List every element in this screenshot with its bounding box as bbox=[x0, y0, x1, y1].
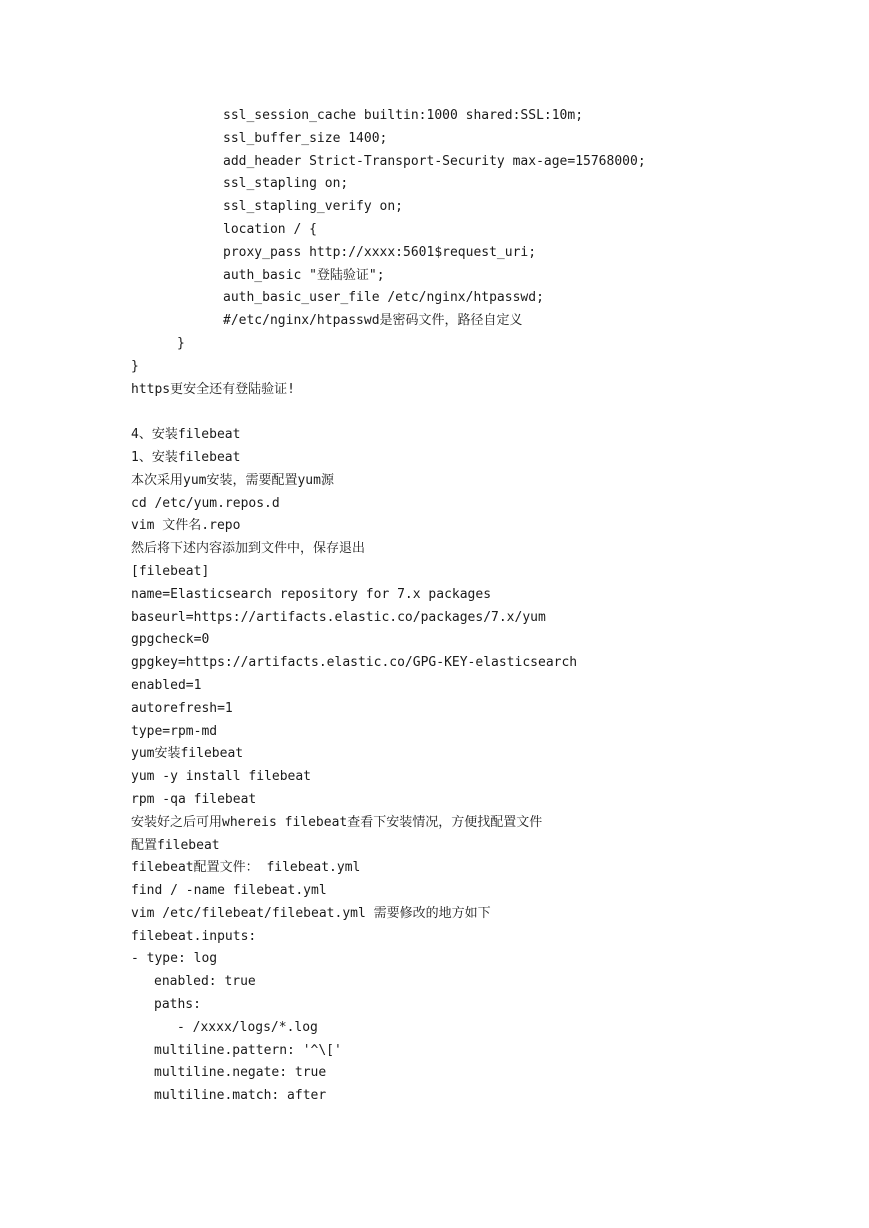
section-heading: 4、安装filebeat bbox=[131, 427, 241, 443]
text-line: paths: bbox=[154, 997, 201, 1013]
text-line: 安装好之后可用whereis filebeat查看下安装情况，方便找配置文件 bbox=[131, 814, 543, 830]
text-line: filebeat.inputs: bbox=[131, 928, 257, 944]
text-line: rpm -qa filebeat bbox=[131, 791, 257, 807]
text-line: autorefresh=1 bbox=[131, 700, 233, 716]
blank-line bbox=[131, 401, 831, 424]
text-line: ssl_stapling on; bbox=[223, 176, 349, 192]
text-line: add_header Strict-Transport-Security max-age=15768000; bbox=[223, 153, 646, 169]
text-line: ssl_buffer_size 1400; bbox=[223, 130, 388, 146]
text-line: filebeat配置文件： filebeat.yml bbox=[131, 860, 361, 876]
text-line: 1、安装filebeat bbox=[131, 449, 241, 465]
text-line: yum安装filebeat bbox=[131, 746, 244, 762]
text-line: auth_basic_user_file /etc/nginx/htpasswd; bbox=[223, 290, 544, 306]
text-line: type=rpm-md bbox=[131, 723, 218, 739]
text-line: location / { bbox=[223, 221, 317, 237]
text-line: proxy_pass http://xxxx:5601$request_uri; bbox=[223, 244, 537, 260]
text-line: 本次采用yum安装，需要配置yum源 bbox=[131, 472, 334, 488]
text-line: baseurl=https://artifacts.elastic.co/packages/7.x/yum bbox=[131, 609, 546, 625]
text-line: gpgcheck=0 bbox=[131, 632, 210, 648]
text-line: yum -y install filebeat bbox=[131, 769, 312, 785]
text-line: multiline.match: after bbox=[154, 1088, 327, 1104]
text-line: enabled: true bbox=[154, 974, 256, 990]
text-line: } bbox=[177, 335, 185, 351]
text-line: name=Elasticsearch repository for 7.x packages bbox=[131, 586, 492, 602]
text-line: enabled=1 bbox=[131, 677, 202, 693]
text-line: [filebeat] bbox=[131, 563, 210, 579]
text-line: auth_basic "登陆验证"; bbox=[223, 267, 385, 283]
text-line: multiline.pattern: '^\[' bbox=[154, 1042, 342, 1058]
text-line: cd /etc/yum.repos.d bbox=[131, 495, 280, 511]
text-line: multiline.negate: true bbox=[154, 1065, 327, 1081]
text-line: 然后将下述内容添加到文件中，保存退出 bbox=[131, 541, 366, 557]
text-line: https更安全还有登陆验证! bbox=[131, 381, 295, 397]
text-line: - type: log bbox=[131, 951, 218, 967]
text-line: ssl_stapling_verify on; bbox=[223, 199, 404, 215]
text-line: vim 文件名.repo bbox=[131, 518, 241, 534]
document-body bbox=[131, 105, 831, 1108]
text-line: #/etc/nginx/htpasswd是密码文件，路径自定义 bbox=[223, 313, 523, 329]
text-line: find / -name filebeat.yml bbox=[131, 883, 327, 899]
text-line: - /xxxx/logs/*.log bbox=[177, 1019, 318, 1035]
text-line: vim /etc/filebeat/filebeat.yml 需要修改的地方如下 bbox=[131, 905, 491, 921]
text-line: } bbox=[131, 358, 139, 374]
text-line: 配置filebeat bbox=[131, 837, 220, 853]
text-line: gpgkey=https://artifacts.elastic.co/GPG-KEY-elasticsearch bbox=[131, 655, 578, 671]
text-line: ssl_session_cache builtin:1000 shared:SSL:10m; bbox=[223, 108, 584, 123]
